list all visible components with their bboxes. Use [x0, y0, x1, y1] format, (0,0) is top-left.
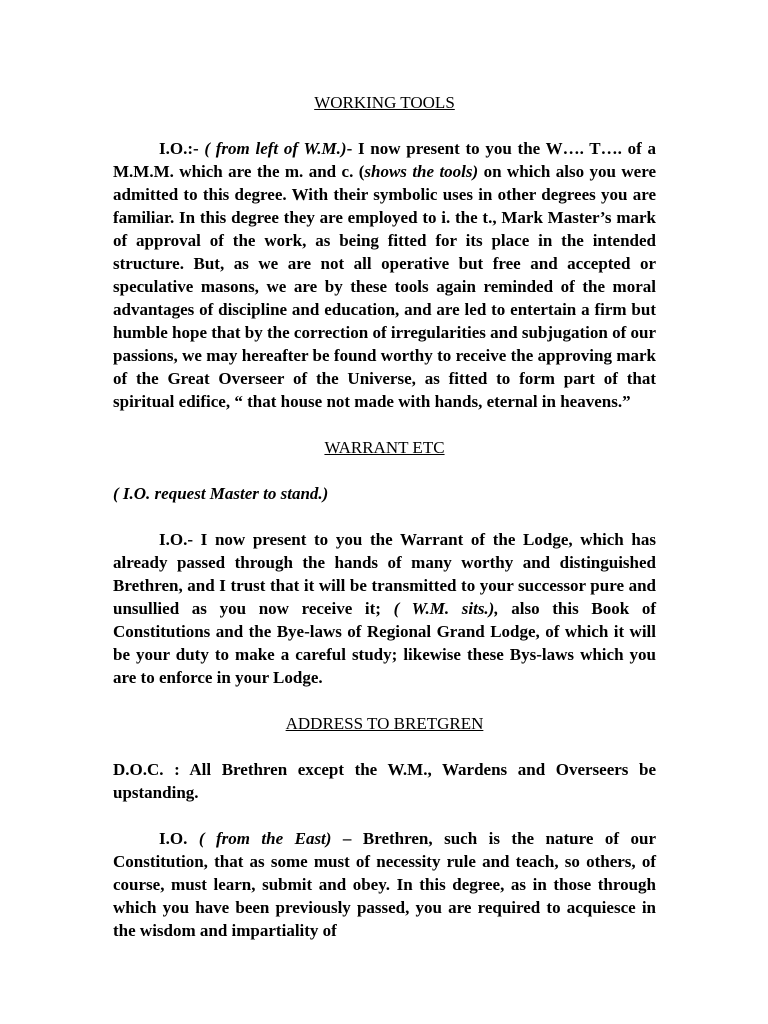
stage-direction: shows the tools): [364, 162, 479, 181]
speaker-label: I.O.:-: [159, 139, 205, 158]
paragraph-text: I.O.- I now present to you the Warrant of the Lodge, which has already passed through the hands of many worthy and distinguished Brethren, and I trust that it will be transmitted to your successor pure and unsullied as you now receive it;: [113, 530, 656, 618]
heading-warrant: WARRANT ETC: [324, 438, 445, 457]
paragraph-address: [113, 827, 656, 942]
document-page: [113, 91, 656, 965]
stage-direction: ( from left of W.M.): [204, 139, 347, 158]
heading-working-tools: WORKING TOOLS: [314, 93, 455, 112]
stage-direction: ( W.M. sits.),: [393, 599, 499, 618]
paragraph-text: also this Book of Constitutions and the Bye-laws of Regional Grand Lodge, of which it will be your duty to make a careful study; likewise these Bys-laws which you are to enforce in your Lodge.: [113, 599, 657, 687]
paragraph-text: - I now present to you the W…. T…. of a M.M.M. which are the m. and c. (: [113, 139, 656, 181]
paragraph-text: – Brethren, such is the nature of our Constitution, that as some must of necessity rule and teach, so others, of course, must learn, submit and obey. In this degree, as in those through which you have been previously passed, you are required to acquiesce in the wisdom and impartiality of: [113, 829, 657, 940]
paragraph-text: on which also you were admitted to this degree. With their symbolic uses in other degrees you are familiar. In this degree they are employed to i. the t., Mark Master’s mark of approval of the work, as being fitted for its place in the intended structure. But, as we are not all operative but free and accepted or speculative masons, we are by these tools again reminded of the moral advantages of discipline and education, and are led to entertain a firm but humble hope that by the correction of irregularities and subjugation of our passions, we may hereafter be found worthy to receive the approving mark of the Great Overseer of the Universe, as fitted to form part of that spiritual edifice, “ that house not made with hands, eternal in heavens.”: [113, 162, 656, 411]
stage-direction-line: ( I.O. request Master to stand.): [113, 484, 329, 503]
paragraph-doc: D.O.C. : All Brethren except the W.M., Wardens and Overseers be upstanding.: [113, 760, 656, 802]
paragraph-working-tools: [113, 137, 656, 413]
stage-direction: ( from the East): [198, 829, 332, 848]
heading-address: ADDRESS TO BRETGREN: [285, 714, 484, 733]
paragraph-warrant: [113, 528, 656, 689]
speaker-label: I.O.: [159, 829, 199, 848]
